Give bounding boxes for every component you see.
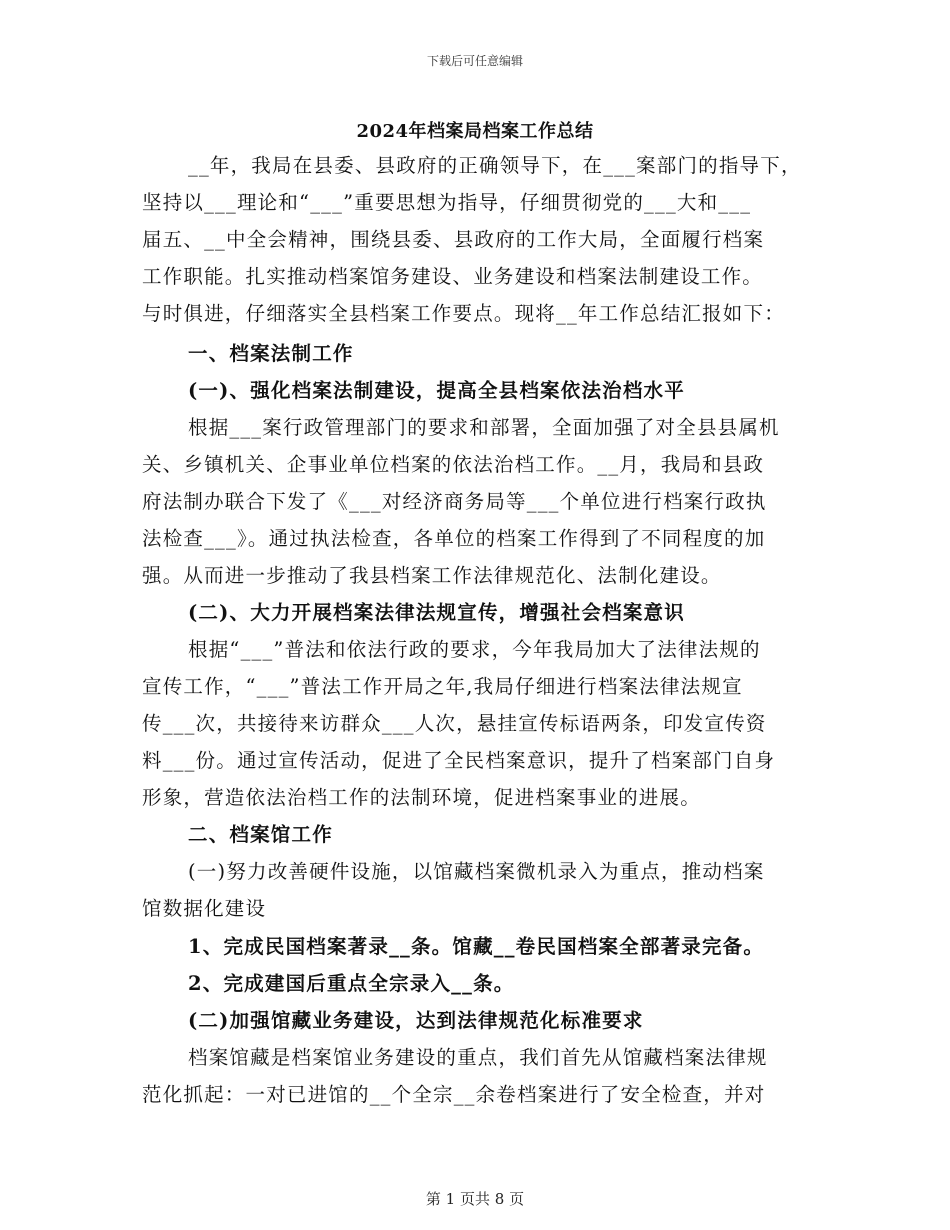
paragraph-line: 强。从而进一步推动了我县档案工作法律规范化、法制化建设。 bbox=[142, 564, 722, 587]
paragraph-line: 届五、__中全会精神，围绕县委、县政府的工作大局，全面履行档案 bbox=[142, 228, 765, 251]
paragraph-line: 根据___案行政管理部门的要求和部署，全面加强了对全县县属机 bbox=[188, 416, 780, 439]
paragraph-line: 档案馆藏是档案馆业务建设的重点，我们首先从馆藏档案法律规 bbox=[188, 1046, 768, 1069]
paragraph-line: 范化抓起：一对已进馆的__个全宗__余卷档案进行了安全检查，并对 bbox=[142, 1083, 766, 1106]
paragraph-line: 料___份。通过宣传活动，促进了全民档案意识，提升了档案部门自身 bbox=[142, 749, 776, 772]
paragraph-line: 府法制办联合下发了《___对经济商务局等___个单位进行档案行政执 bbox=[142, 490, 767, 513]
paragraph-line: 法检查___》。通过执法检查，各单位的档案工作得到了不同程度的加 bbox=[142, 527, 766, 550]
page-footer: 第 1 页共 8 页 bbox=[425, 1190, 525, 1208]
paragraph-line: 传___次，共接待来访群众___人次，悬挂宣传标语两条，印发宣传资 bbox=[142, 712, 767, 735]
paragraph-line: 坚持以___理论和“___”重要思想为指导，仔细贯彻党的___大和___ bbox=[142, 191, 752, 214]
paragraph-line: 与时俱进，仔细落实全县档案工作要点。现将__年工作总结汇报如下： bbox=[142, 302, 785, 325]
document-title: 2024年档案局档案工作总结 bbox=[356, 121, 594, 142]
subsection-heading: (一)、强化档案法制建设，提高全县档案依法治档水平 bbox=[188, 379, 685, 402]
paragraph-line: 根据“___”普法和依法行政的要求，今年我局加大了法律法规的 bbox=[188, 638, 761, 661]
section-heading: 二、档案馆工作 bbox=[188, 823, 333, 846]
list-item: 1、完成民国档案著录__条。馆藏__卷民国档案全部著录完备。 bbox=[188, 935, 765, 958]
subsection-heading: (二)、大力开展档案法律法规宣传，增强社会档案意识 bbox=[188, 601, 685, 624]
subsection-heading: (二)加强馆藏业务建设，达到法律规范化标准要求 bbox=[188, 1009, 644, 1032]
paragraph-line: 馆数据化建设 bbox=[142, 897, 267, 920]
paragraph-line: 关、乡镇机关、企事业单位档案的依法治档工作。__月，我局和县政 bbox=[142, 453, 765, 476]
paragraph-line: __年，我局在县委、县政府的正确领导下，在___案部门的指导下， bbox=[188, 154, 802, 177]
list-item: 2、完成建国后重点全宗录入__条。 bbox=[188, 972, 515, 995]
header-note: 下载后可任意编辑 bbox=[426, 54, 523, 68]
paragraph-line: 宣传工作，“___”普法工作开局之年,我局仔细进行档案法律法规宣 bbox=[142, 675, 743, 698]
paragraph-line: 工作职能。扎实推动档案馆务建设、业务建设和档案法制建设工作。 bbox=[142, 265, 764, 288]
paragraph-line: 形象，营造依法治档工作的法制环境，促进档案事业的进展。 bbox=[142, 786, 701, 809]
paragraph-line: (一)努力改善硬件设施，以馆藏档案微机录入为重点，推动档案 bbox=[188, 860, 765, 883]
section-heading: 一、档案法制工作 bbox=[188, 342, 354, 365]
